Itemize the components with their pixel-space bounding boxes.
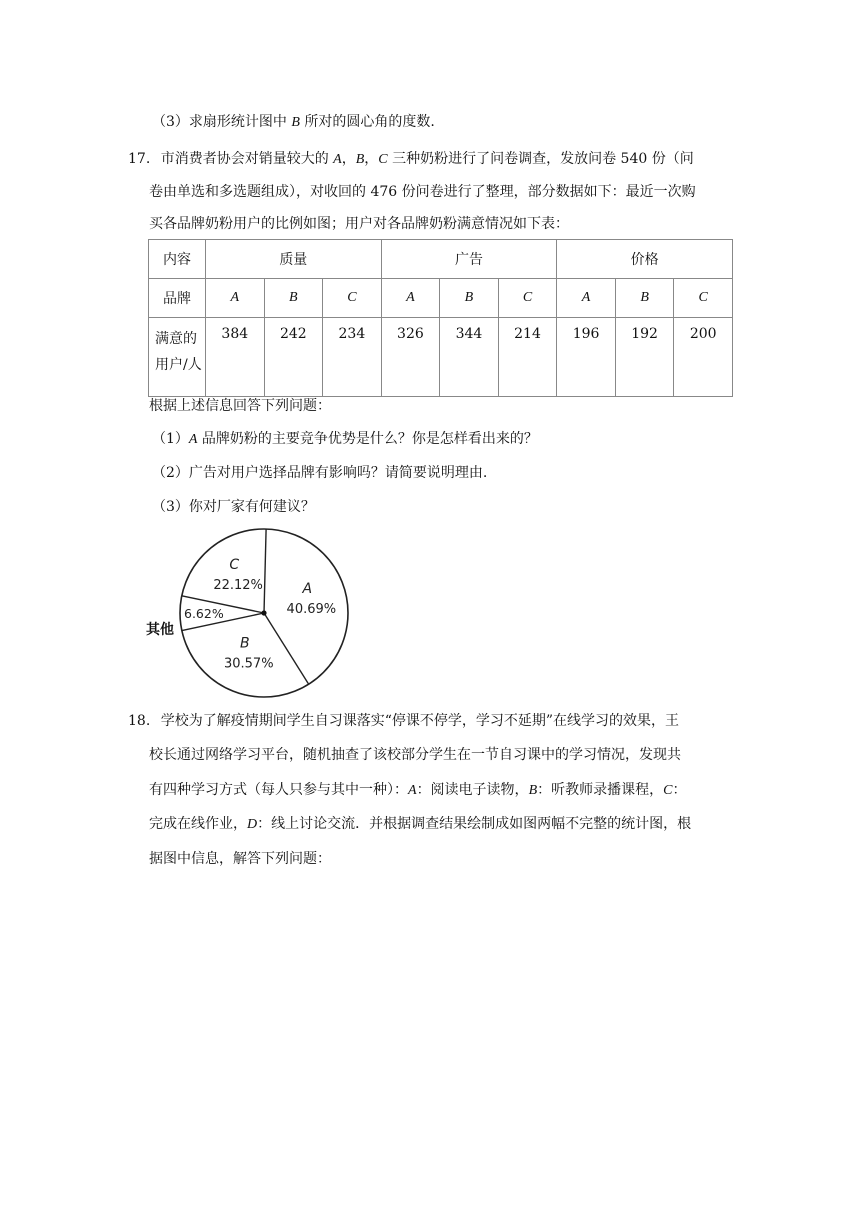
row-label-1: 满意的 xyxy=(155,331,197,347)
group-price: 价格 xyxy=(557,240,733,279)
q18-line3-b-text: ：听教师录播课程， xyxy=(537,782,664,798)
brand-cell: B xyxy=(264,279,323,318)
pie-label-name-a: A xyxy=(302,580,313,597)
pie-label-other: 其他 xyxy=(146,622,174,638)
pie-label-percent-c: 22.12% xyxy=(213,577,263,593)
q17-line3: 买各品牌奶粉用户的比例如图；用户对各品牌奶粉满意情况如下表： xyxy=(149,216,569,232)
q18-line4-prefix: 完成在线作业， xyxy=(149,816,247,832)
row-label xyxy=(149,318,206,397)
q17-line1-a: A xyxy=(333,152,342,167)
pie-chart xyxy=(140,526,360,706)
q16-part3 xyxy=(152,112,435,133)
q18-number: 18. xyxy=(128,713,151,729)
q18-line4-suffix: ：线上讨论交流．并根据调查结果绘制成如图两幅不完整的统计图，根 xyxy=(257,816,692,832)
pie-center xyxy=(261,610,266,615)
row-label-2: 用户/人 xyxy=(155,357,202,373)
q18-line1-text: 学校为了解疫情期间学生自习课落实“停课不停学，学习不延期”在线学习的效果，王 xyxy=(160,713,680,729)
q17-line1-t2: 三种奶粉进行了问卷调查，发放问卷 540 份（问 xyxy=(387,151,694,167)
q17-line1-c: C xyxy=(378,152,388,167)
q18-line1 xyxy=(128,711,679,731)
q17-part1-var: A xyxy=(188,432,198,447)
satisfaction-table xyxy=(148,239,733,397)
q17-part1-suffix: 品牌奶粉的主要竞争优势是什么？你是怎样看出来的？ xyxy=(197,431,538,447)
q17-line1 xyxy=(128,149,694,170)
q16-part3-var: B xyxy=(291,115,300,130)
value-cell: 384 xyxy=(206,318,265,397)
table-row xyxy=(149,240,733,279)
pie-label-name-b: B xyxy=(239,635,250,652)
brand-cell: A xyxy=(381,279,440,318)
group-ads: 广告 xyxy=(381,240,557,279)
table-row xyxy=(149,318,733,397)
brand-cell: B xyxy=(615,279,674,318)
q18-line3-c: C xyxy=(663,783,673,798)
group-quality: 质量 xyxy=(206,240,382,279)
value-cell: 326 xyxy=(381,318,440,397)
brand-cell: B xyxy=(440,279,499,318)
value-cell: 234 xyxy=(323,318,382,397)
q17-part1-prefix: （1） xyxy=(152,431,189,447)
q17-line1-b: B xyxy=(355,152,365,167)
q18-line3-a-text: ：阅读电子读物， xyxy=(416,782,529,798)
pie-label-percent-a: 40.69% xyxy=(286,601,337,617)
q17-number: 17. xyxy=(128,151,151,167)
pie-label-percent-b: 30.57% xyxy=(223,656,274,672)
value-cell: 344 xyxy=(440,318,499,397)
brand-cell: A xyxy=(206,279,265,318)
pie-label-name-c: C xyxy=(229,556,240,573)
q18-line3-a: A xyxy=(408,783,417,798)
q17-part3: （3）你对厂家有何建议？ xyxy=(152,499,315,515)
q17-line1-t1: 市消费者协会对销量较大的 xyxy=(160,151,334,167)
q18-line5: 据图中信息，解答下列问题： xyxy=(149,851,331,867)
content-label: 内容 xyxy=(149,240,206,279)
q16-part3-prefix: （3）求扇形统计图中 xyxy=(152,114,292,130)
brand-cell: C xyxy=(323,279,382,318)
table-row xyxy=(149,279,733,318)
q17-line1-c2: ， xyxy=(364,151,379,167)
q17-part2: （2）广告对用户选择品牌有影响吗？请简要说明理由. xyxy=(152,465,488,481)
brand-cell: C xyxy=(498,279,557,318)
q18-line3-b: B xyxy=(528,783,538,798)
value-cell: 214 xyxy=(498,318,557,397)
q17-line2: 卷由单选和多选题组成），对收回的 476 份问卷进行了整理，部分数据如下：最近一次购 xyxy=(149,184,696,200)
q18-line4-d: D xyxy=(247,817,258,832)
brand-cell: A xyxy=(557,279,616,318)
value-cell: 200 xyxy=(674,318,733,397)
pie-svg xyxy=(140,526,360,706)
q18-line3 xyxy=(149,780,686,801)
q17-line1-c1: ， xyxy=(341,151,356,167)
value-cell: 242 xyxy=(264,318,323,397)
value-cell: 196 xyxy=(557,318,616,397)
brand-cell: C xyxy=(674,279,733,318)
q18-line4 xyxy=(149,814,691,835)
q18-line3-text: 有四种学习方式（每人只参与其中一种）： xyxy=(149,782,408,798)
q17-part1 xyxy=(152,429,538,450)
brand-label: 品牌 xyxy=(149,279,206,318)
q16-part3-suffix: 所对的圆心角的度数. xyxy=(299,114,435,130)
q18-line3-c-text: ： xyxy=(672,782,687,798)
q18-line2: 校长通过网络学习平台，随机抽查了该校部分学生在一节自习课中的学习情况，发现共 xyxy=(149,747,681,763)
pie-label-other-percent: 6.62% xyxy=(184,606,224,621)
value-cell: 192 xyxy=(615,318,674,397)
q17-intro: 根据上述信息回答下列问题： xyxy=(149,398,331,414)
